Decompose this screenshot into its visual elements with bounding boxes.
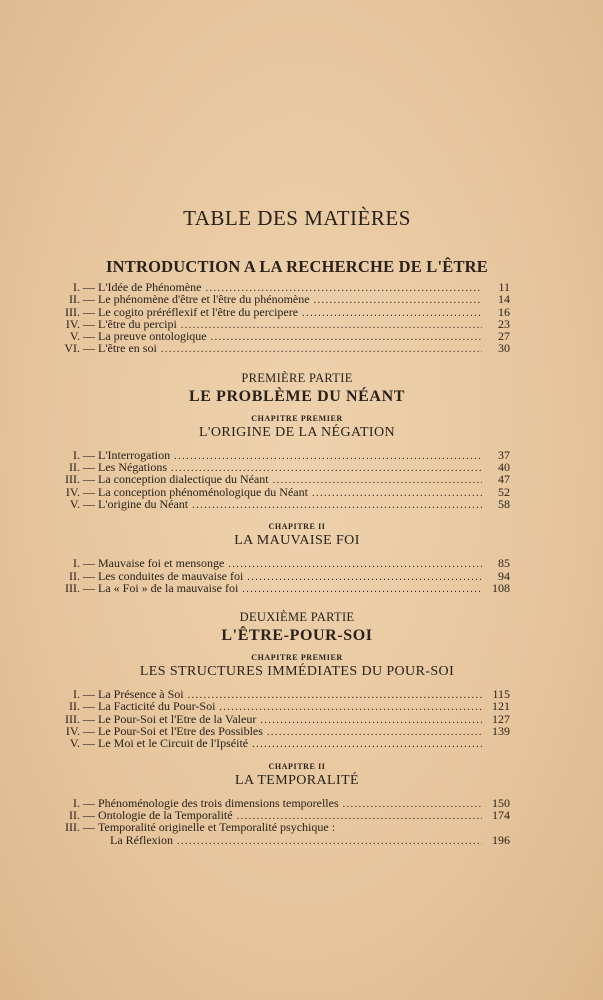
entry-dash: — — [83, 724, 95, 739]
toc-entry — [60, 570, 510, 582]
entry-dash: — — [83, 341, 95, 356]
dot-leader — [219, 702, 482, 714]
part1-chapter1-label: CHAPITRE PREMIER — [251, 413, 343, 423]
part2-chapter2-title: LA TEMPORALITÉ — [235, 772, 359, 788]
entry-dash: — — [83, 447, 95, 462]
part1-chapter1-title: L'ORIGINE DE LA NÉGATION — [198, 424, 396, 440]
entry-title: La Facticité du Pour-Soi — [98, 699, 216, 714]
introduction-entries — [60, 281, 510, 355]
part2-chapter1-title: LES STRUCTURES IMMÉDIATES DU POUR-SOI — [139, 664, 455, 680]
part1-chapter2-entries — [60, 557, 510, 594]
dot-leader — [260, 715, 482, 727]
entry-title: Phénoménologie des trois dimensions temporelles — [98, 795, 339, 810]
entry-number: II. — [69, 460, 80, 475]
entry-dash: — — [83, 699, 95, 714]
entry-dash: — — [83, 568, 95, 583]
entry-dash: — — [83, 496, 95, 511]
entry-number: I. — [73, 687, 80, 702]
entry-title: La Réflexion — [110, 832, 173, 847]
entry-page-number: 115 — [492, 687, 510, 702]
entry-title: L'origine du Néant — [98, 496, 189, 511]
entry-page-number: 127 — [492, 711, 510, 726]
entry-dash: — — [83, 304, 95, 319]
toc-title: TABLE DES MATIÈRES — [183, 206, 411, 230]
entry-page-number: 27 — [498, 329, 510, 344]
dot-leader — [314, 295, 482, 307]
entry-dash: — — [83, 460, 95, 475]
entry-title: Le Moi et le Circuit de l'Ipséité — [98, 736, 249, 751]
entry-title: Temporalité originelle et Temporalité psychique : — [98, 820, 336, 835]
part1-title: LE PROBLÈME DU NÉANT — [188, 387, 406, 405]
entry-number: V. — [69, 496, 80, 511]
entry-title: Mauvaise foi et mensonge — [98, 556, 225, 571]
entry-number: II. — [69, 807, 80, 822]
entry-page-number: 150 — [492, 795, 510, 810]
entry-page-number: 85 — [498, 556, 510, 571]
entry-title: Le Pour-Soi et l'Etre de la Valeur — [98, 711, 257, 726]
entry-number: VI. — [64, 341, 80, 356]
entry-number: IV. — [65, 484, 80, 499]
entry-page-number: 52 — [498, 484, 510, 499]
part2-chapter2-entries — [60, 797, 510, 846]
entry-number: III. — [65, 304, 80, 319]
entry-number: III. — [65, 580, 80, 595]
entry-title: Ontologie de la Temporalité — [98, 807, 233, 822]
entry-title: L'Interrogation — [98, 447, 171, 462]
entry-page-number: 94 — [498, 568, 510, 583]
entry-title: La conception phénoménologique du Néant — [98, 484, 308, 499]
dot-leader — [192, 500, 482, 512]
entry-page-number: 196 — [492, 832, 510, 847]
part2-chapter1-entries — [60, 688, 510, 749]
entry-title: Le cogito préréflexif et l'être du percipere — [98, 304, 299, 319]
dot-leader — [161, 344, 482, 356]
entry-title: La preuve ontologique — [98, 329, 207, 344]
entry-title: L'Idée de Phénomène — [98, 280, 202, 294]
entry-title: L'être du percipi — [98, 316, 177, 331]
entry-dash: — — [83, 556, 95, 571]
dot-leader — [211, 332, 482, 344]
entry-dash: — — [83, 316, 95, 331]
part2-label: DEUXIÈME PARTIE — [239, 610, 355, 625]
dot-leader — [174, 451, 482, 463]
dot-leader — [312, 488, 482, 500]
dot-leader — [267, 727, 482, 739]
entry-dash: — — [83, 292, 95, 307]
entry-page-number: 37 — [498, 447, 510, 462]
entry-number: I. — [73, 795, 80, 810]
entry-number: II. — [69, 292, 80, 307]
entry-dash: — — [83, 820, 95, 835]
entry-title: Le phénomène d'être et l'être du phénomène — [98, 292, 310, 307]
toc-entry — [60, 557, 510, 569]
entry-dash: — — [83, 280, 95, 294]
entry-page-number: 16 — [498, 304, 510, 319]
entry-number: II. — [69, 568, 80, 583]
dot-leader — [302, 308, 482, 320]
entry-number: II. — [69, 699, 80, 714]
entry-title: L'être en soi — [98, 341, 157, 356]
entry-page-number: 139 — [492, 724, 510, 739]
entry-title: La conception dialectique du Néant — [98, 472, 269, 487]
entry-dash: — — [83, 795, 95, 810]
entry-title: La « Foi » de la mauvaise foi — [98, 580, 239, 595]
part2-chapter1-label: CHAPITRE PREMIER — [251, 653, 343, 663]
part1-label: PREMIÈRE PARTIE — [241, 370, 353, 385]
part2-chapter2-label: CHAPITRE II — [268, 761, 326, 771]
entry-number: V. — [69, 736, 80, 751]
dot-leader — [181, 320, 482, 332]
dot-leader — [252, 739, 482, 751]
dot-leader — [177, 836, 482, 848]
dot-leader — [228, 559, 482, 571]
part1-chapter2-label: CHAPITRE II — [268, 522, 326, 532]
entry-page-number: 23 — [498, 316, 510, 331]
toc-entry — [60, 700, 510, 712]
entry-dash: — — [83, 472, 95, 487]
toc-entry — [60, 737, 510, 749]
entry-page-number: 58 — [498, 496, 510, 511]
entry-page-number: 174 — [492, 807, 510, 822]
entry-number: IV. — [65, 724, 80, 739]
entry-number: IV. — [65, 316, 80, 331]
entry-dash: — — [83, 687, 95, 702]
entry-title: La Présence à Soi — [98, 687, 184, 702]
toc-entry — [60, 498, 510, 510]
entry-title: Le Pour-Soi et l'Etre des Possibles — [98, 724, 263, 739]
entry-title: Les Négations — [98, 460, 167, 475]
entry-dash: — — [83, 711, 95, 726]
toc-entry — [60, 293, 510, 305]
entry-page-number: 121 — [492, 699, 510, 714]
entry-dash: — — [83, 580, 95, 595]
entry-dash: — — [83, 736, 95, 751]
entry-page-number: 40 — [498, 460, 510, 475]
entry-number: V. — [69, 329, 80, 344]
dot-leader — [242, 584, 482, 596]
entry-page-number: 11 — [498, 280, 510, 294]
part1-chapter1-entries — [60, 449, 510, 510]
part1-chapter2-title: LA MAUVAISE FOI — [234, 533, 360, 549]
part2-title: L'ÊTRE-POUR-SOI — [221, 627, 373, 645]
entry-number: III. — [65, 711, 80, 726]
dot-leader — [247, 572, 482, 584]
entry-number: I. — [73, 447, 80, 462]
entry-dash: — — [83, 807, 95, 822]
entry-dash: — — [83, 329, 95, 344]
dot-leader — [188, 690, 482, 702]
toc-entry — [60, 834, 510, 846]
entry-page-number: 47 — [498, 472, 510, 487]
toc-entry — [60, 582, 510, 594]
entry-number: I. — [73, 556, 80, 571]
entry-number: I. — [73, 280, 80, 294]
entry-page-number: 108 — [492, 580, 510, 595]
entry-page-number: 14 — [498, 292, 510, 307]
entry-number: III. — [65, 472, 80, 487]
toc-entry — [60, 473, 510, 485]
toc-entry — [60, 342, 510, 354]
entry-number: III. — [65, 820, 80, 835]
dot-leader — [343, 799, 482, 811]
entry-dash: — — [83, 484, 95, 499]
table-of-contents — [60, 206, 510, 846]
introduction-title: INTRODUCTION A LA RECHERCHE DE L'ÊTRE — [106, 257, 488, 276]
entry-title: Les conduites de mauvaise foi — [98, 568, 244, 583]
entry-page-number: 30 — [498, 341, 510, 356]
